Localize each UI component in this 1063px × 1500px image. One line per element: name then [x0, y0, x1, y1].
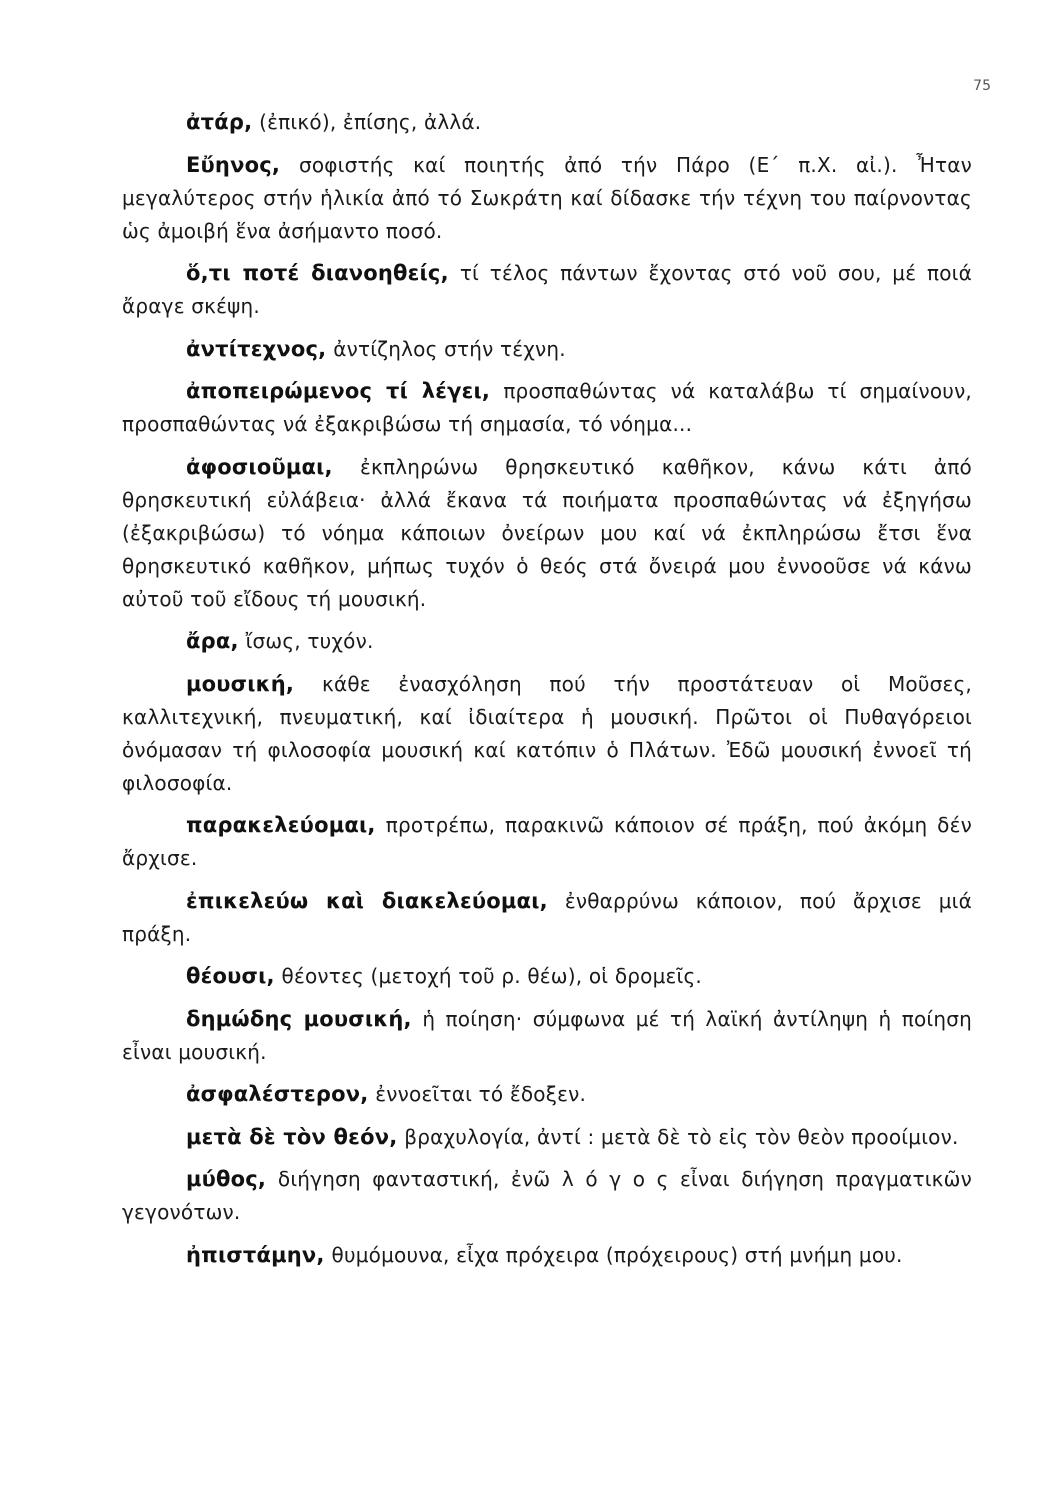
glossary-entry: [122, 1121, 972, 1154]
entry-term: ἀφοσιοῦμαι,: [186, 454, 333, 479]
entry-definition: ἐκπληρώνω θρησκευτικό καθῆκον, κάνω κάτι ἀπό θρησκευτική εὐλάβεια· ἀλλά ἔκανα τά ποιήματα προσπαθώντας νά ἐξηγήσω (ἐξακριβώσω) τό νόημα κάποιων ὀνείρων μου καί νά ἐκπληρώσω ἔτσι ἕνα θρησκευτικό καθῆκον, μήπως τυχόν ὁ θεός στά ὄνειρά μου ἐννοοῦσε νά κάνω αὐτοῦ τοῦ εἴδους τή μουσική.: [122, 454, 972, 611]
entry-term: ἀσφαλέστερον,: [186, 1082, 369, 1106]
glossary-entry: [122, 451, 972, 616]
entry-definition: τί τέλος πάντων ἔχοντας στό νοῦ σου, μέ ποιά ἄραγε σκέψη.: [122, 261, 972, 318]
glossary: [122, 106, 972, 1281]
entry-term: δημώδης μουσική,: [186, 1006, 412, 1031]
entry-term: ἀποπειρώμενος τί λέγει,: [186, 379, 491, 403]
entry-definition: ἡ ποίηση· σύμφωνα μέ τή λαϊκή ἀντίληψη ἡ ποίηση εἶναι μουσική.: [122, 1006, 972, 1064]
entry-definition: ἐνθαρρύνω κάποιον, πού ἄρχισε μιά πράξη.: [122, 888, 972, 946]
glossary-entry: [122, 106, 972, 139]
page-number: 75: [973, 78, 991, 94]
glossary-entry: [122, 375, 972, 441]
entry-definition: θυμόμουνα, εἶχα πρόχειρα (πρόχειρους) στή μνήμη μου.: [331, 1242, 903, 1267]
glossary-entry: [122, 625, 972, 658]
entry-definition: θέοντες (μετοχή τοῦ ρ. θέω), οἱ δρομεῖς.: [281, 964, 702, 988]
entry-term: ἄρα,: [186, 629, 239, 653]
entry-definition: σοφιστής καί ποιητής ἀπό τήν Πάρο (Ε΄ π.Χ. αἰ.). Ἦταν μεγαλύτερος στήν ἡλικία ἀπό τό Σωκράτη καί δίδασκε τήν τέχνη του παίρνοντας ὡς ἀμοιβή ἕνα ἀσήμαντο ποσό.: [122, 152, 972, 243]
entry-definition: διήγηση φανταστική, ἐνῶ λ ό γ ο ς εἶναι διήγηση πραγματικῶν γεγονότων.: [122, 1167, 972, 1224]
glossary-entry: [122, 1163, 972, 1229]
glossary-entry: [122, 257, 972, 323]
glossary-entry: [122, 1239, 972, 1272]
glossary-entry: [122, 885, 972, 951]
entry-definition: βραχυλογία, ἀντί : μετὰ δὲ τὸ εἰς τὸν θεὸν προοίμιον.: [404, 1124, 959, 1149]
glossary-entry: [122, 960, 972, 993]
entry-term: Εὔηνος,: [186, 152, 281, 177]
entry-definition: ἐννοεῖται τό ἔδοξεν.: [375, 1082, 587, 1106]
entry-definition: ἀντίζηλος στήν τέχνη.: [333, 336, 566, 361]
entry-term: μετὰ δὲ τὸν θεόν,: [186, 1124, 398, 1149]
entry-definition: ἴσως, τυχόν.: [245, 629, 374, 653]
glossary-entry: [122, 809, 972, 875]
entry-term: ὅ,τι ποτέ διανοηθείς,: [186, 261, 449, 285]
glossary-entry: [122, 1078, 972, 1111]
glossary-entry: [122, 668, 972, 800]
entry-term: ἀντίτεχνος,: [186, 336, 327, 361]
entry-definition: προτρέπω, παρακινῶ κάποιον σέ πράξη, πού ἀκόμη δέν ἄρχισε.: [122, 813, 972, 870]
glossary-entry: [122, 333, 972, 366]
entry-definition: προσπαθώντας νά καταλάβω τί σημαίνουν, προσπαθώντας νά ἐξακριβώσω τή σημασία, τό νόημα...: [122, 379, 972, 436]
entry-term: ἐπικελεύω καὶ διακελεύομαι,: [186, 888, 548, 913]
entry-term: ἠπιστάμην,: [186, 1242, 325, 1267]
entry-definition: κάθε ἐνασχόληση πού τήν προστάτευαν οἱ Μοῦσες, καλλιτεχνική, πνευματική, καί ἰδιαίτερα ἡ μουσική. Πρῶτοι οἱ Πυθαγόρειοι ὀνόμασαν τή φιλοσοφία μουσική καί κατόπιν ὁ Πλάτων. Ἐδῶ μουσική ἐννοεῖ τή φιλοσοφία.: [122, 671, 972, 795]
glossary-entry: [122, 149, 972, 248]
glossary-entry: [122, 1003, 972, 1069]
entry-term: ἀτάρ,: [186, 110, 253, 134]
entry-definition: (ἐπικό), ἐπίσης, ἀλλά.: [259, 110, 482, 134]
entry-term: θέουσι,: [186, 964, 275, 988]
entry-term: παρακελεύομαι,: [186, 813, 376, 837]
entry-term: μύθος,: [186, 1167, 267, 1191]
entry-term: μουσική,: [186, 671, 295, 696]
